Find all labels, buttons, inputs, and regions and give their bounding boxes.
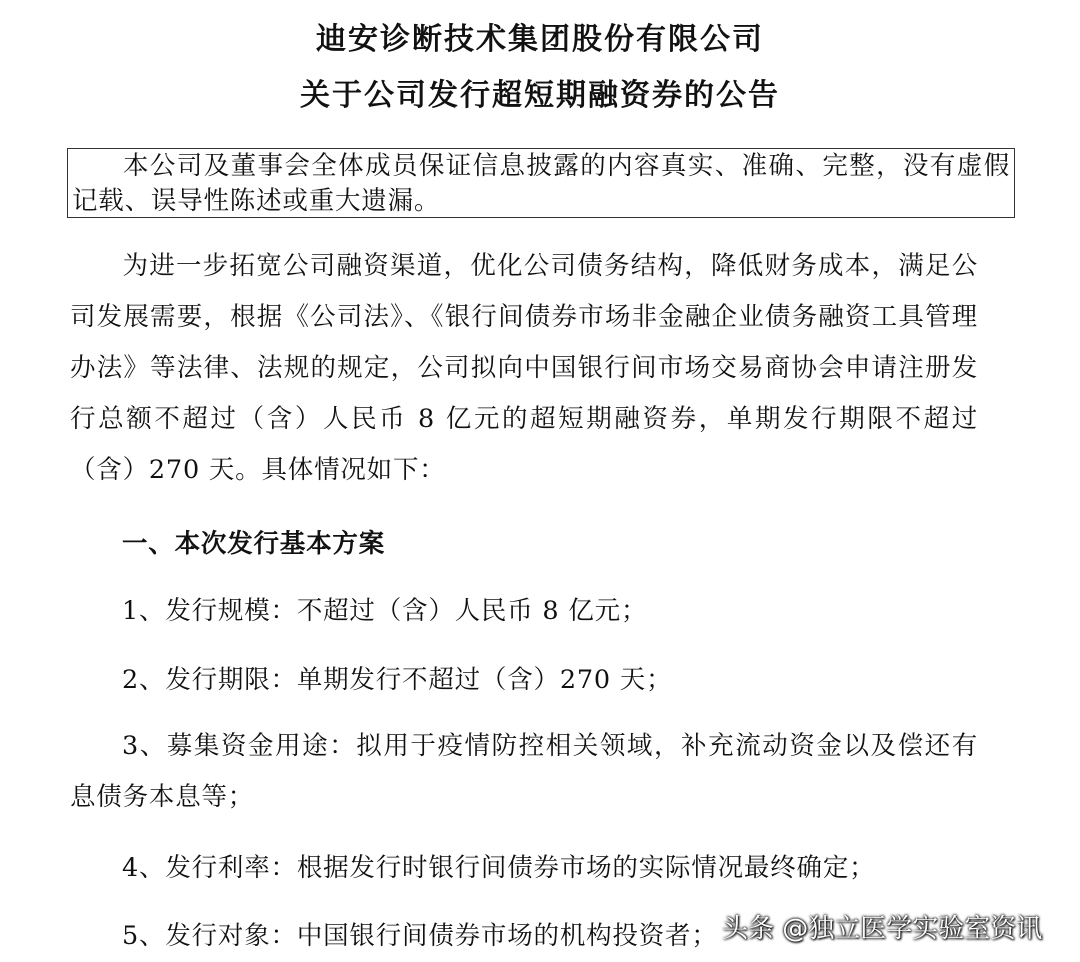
- list-item: 5、发行对象：中国银行间债券市场的机构投资者；: [122, 921, 718, 951]
- disclaimer-text: 本公司及董事会全体成员保证信息披露的内容真实、准确、完整，没有虚假记载、误导性陈述或重大遗漏。: [72, 151, 1010, 216]
- intro-paragraph: [70, 241, 978, 496]
- list-item-text: 3、募集资金用途：拟用于疫情防控相关领域，补充流动资金以及偿还有息债务本息等；: [70, 731, 978, 812]
- disclaimer-box: [67, 148, 1015, 218]
- announcement-title: 关于公司发行超短期融资券的公告: [300, 78, 780, 113]
- intro-text: 为进一步拓宽公司融资渠道，优化公司债务结构，降低财务成本，满足公司发展需要，根据《公司法》、《银行间债券市场非金融企业债务融资工具管理办法》等法律、法规的规定，公司拟向中国银行间市场交易商协会申请注册发行总额不超过（含）人民币 8 亿元的超短期融资券，单期发行期限不超过（含）270 天。具体情况如下：: [70, 251, 978, 485]
- list-item: [70, 721, 978, 823]
- list-item: 1、发行规模：不超过（含）人民币 8 亿元；: [122, 596, 648, 626]
- company-name: 迪安诊断技术集团股份有限公司: [316, 22, 764, 57]
- section-heading: 一、本次发行基本方案: [122, 529, 386, 559]
- watermark: 头条 @独立医学实验室资讯: [722, 914, 1043, 944]
- list-item: 4、发行利率：根据发行时银行间债券市场的实际情况最终确定；: [122, 853, 876, 883]
- list-item: 2、发行期限：单期发行不超过（含）270 天；: [122, 665, 673, 695]
